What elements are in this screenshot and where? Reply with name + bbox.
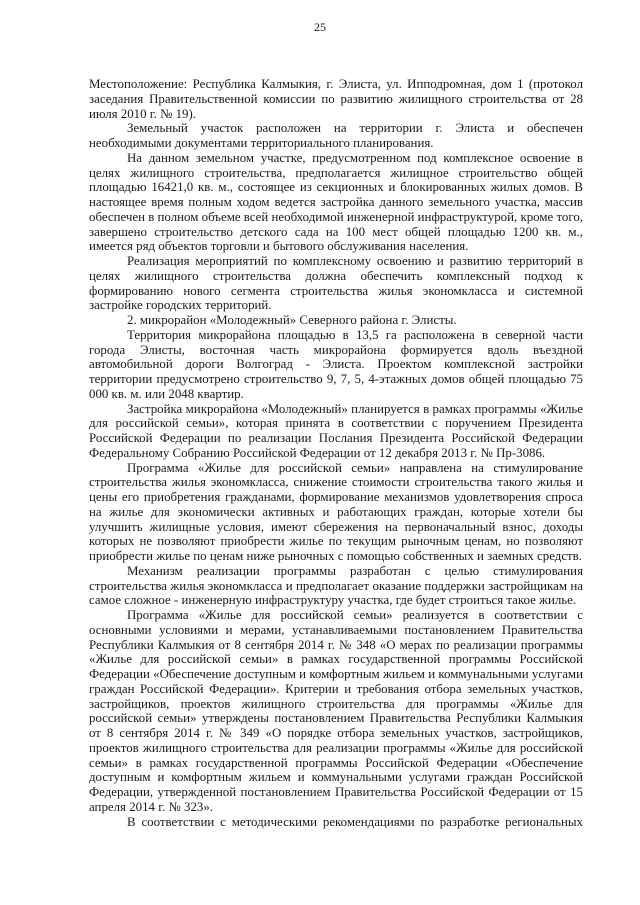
paragraph-microdistrict-territory: Территория микрорайона площадью в 13,5 га расположена в северной части города Элисты, восточная часть микрорайона формируется вдоль въездной автомобильной дороги Волгоград - Элиста. Проектом комплексной застройки территории предусмотрено строительство 9, 7, 5, 4-этажных домов общей площадью 75 000 кв. м. или 2048 квартир. (89, 327, 583, 401)
paragraph-program-basis: Застройка микрорайона «Молодежный» планируется в рамках программы «Жилье для российской семьи», которая принята в соответствии с поручением Президента Российской Федерации по реализации Послания Президента Российской Федерации Федеральному Собранию Российской Федерации от 12 декабря 2013 г. № Пр-3086. (89, 401, 583, 460)
paragraph-program-mechanism: Механизм реализации программы разработан с целью стимулирования строительства жилья экономкласса и предполагает оказание поддержки застройщикам на самое сложное - инженерную инфраструктуру участка, где будет строиться такое жилье. (89, 563, 583, 608)
paragraph-program-regulations: Программа «Жилье для российской семьи» реализуется в соответствии с основными условиями и мерами, устанавливаемыми постановлением Правительства Республики Калмыкия от 8 сентября 2014 г. № 348 «О мерах по реализации программы «Жилье для российской семьи» в рамках государственной программы Российской Федерации «Обеспечение доступным и комфортным жильем и коммунальными услугами граждан Российской Федерации». Критерии и требования отбора земельных участков, застройщиков, проектов жилищного строительства для программы «Жилье для российской семьи» утверждены постановлением Правительства Республики Калмыкия от 8 сентября 2014 г. № 349 «О порядке отбора земельных участков, застройщиков, проектов жилищного строительства для реализации программы «Жилье для российской семьи» в рамках государственной программы Российской Федерации «Обеспечение доступным и комфортным жильем и коммунальными услугами граждан Российской Федерации, утвержденной постановлением Правительства Российской Федерации от 15 апреля 2014 г. № 323». (89, 608, 583, 814)
paragraph-land-plot: Земельный участок расположен на территории г. Элиста и обеспечен необходимыми документами территориального планирования. (89, 121, 583, 150)
paragraph-location: Местоположение: Республика Калмыкия, г. Элиста, ул. Ипподромная, дом 1 (протокол заседания Правительственной комиссии по развитию жилищного строительства от 28 июля 2010 г. № 19). (89, 77, 583, 121)
paragraph-methodical-recommendations: В соответствии с методическими рекомендациями по разработке региональных (127, 814, 583, 829)
paragraph-housing-construction: На данном земельном участке, предусмотренном под комплексное освоение в целях жилищного строительства, предполагается жилищное строительство общей площадью 16421,0 кв. м., состоящее из секционных и блокированных жилых домов. В настоящее время полным ходом ведется застройка данного земельного участка, массив обеспечен в полном объеме всей необходимой инженерной инфраструктурой, кроме того, завершено строительство детского сада на 100 мест общей площадью 1200 кв. м., имеется ряд объектов торговли и бытового обслуживания населения. (89, 150, 583, 254)
paragraph-development-approach: Реализация мероприятий по комплексному освоению и развитию территорий в целях жилищного строительства должна обеспечить комплексный подход к формированию нового сегмента строительства жилья экономкласса и системной застройке городских территорий. (89, 254, 583, 313)
paragraph-microdistrict-heading: 2. микрорайон «Молодежный» Северного района г. Элисты. (127, 313, 457, 327)
document-body (89, 77, 583, 829)
page-number: 25 (314, 20, 326, 34)
paragraph-program-goals: Программа «Жилье для российской семьи» направлена на стимулирование строительства жилья экономкласса, снижение стоимости строительства такого жилья и цены его приобретения гражданами, формирование механизмов удовлетворения спроса на жилье для экономически активных и работающих граждан, которые хотели бы улучшить жилищные условия, имеют сбережения на первоначальный взнос, доходы которых не позволяют приобрести жилье по текущим рыночным ценам, но позволяют приобрести жилье по ценам ниже рыночных с помощью собственных и заемных средств. (89, 460, 583, 563)
